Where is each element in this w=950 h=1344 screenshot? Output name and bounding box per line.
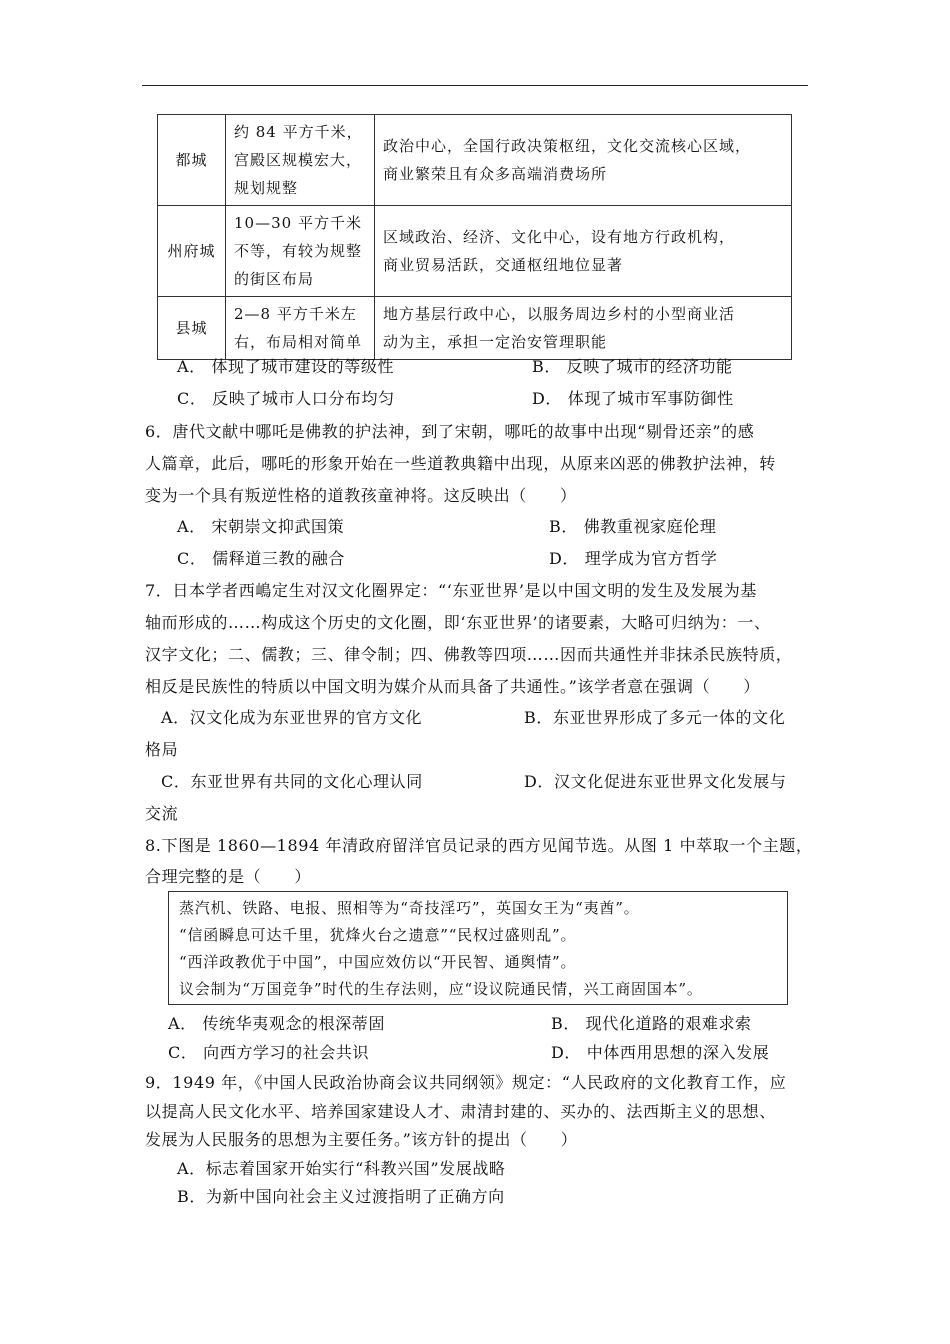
q7-option-b-continued: 格局 — [145, 740, 179, 759]
city-type-cell: 州府城 — [158, 206, 226, 297]
q6-stem-line: 变为一个具有叛逆性格的道教孩童神将。这反映出（ ） — [145, 486, 577, 505]
q8-option-d[interactable]: D． 中体西用思想的深入发展 — [551, 1043, 770, 1062]
q7-option-d-continued: 交流 — [145, 804, 179, 823]
q7-stem-line: 7．日本学者西嶋定生对汉文化圈界定：“‘东亚世界’是以中国文明的发生及发展为基 — [145, 581, 757, 600]
q6-stem-line: 6．唐代文献中哪吒是佛教的护法神，到了宋朝，哪吒的故事中出现“剔骨还亲”的感 — [145, 422, 755, 441]
table-row — [158, 297, 792, 360]
q5-option-b[interactable]: B． 反映了城市的经济功能 — [532, 357, 733, 376]
q8-option-b[interactable]: B． 现代化道路的艰难求索 — [551, 1014, 752, 1033]
city-size-cell: 约 84 平方千米， 宫殿区规模宏大， 规划规整 — [226, 115, 375, 206]
table-row — [158, 115, 792, 206]
header-rule — [142, 85, 808, 86]
q9-stem-line: 9．1949 年，《中国人民政治协商会议共同纲领》规定：“人民政府的文化教育工作，应 — [145, 1073, 787, 1092]
city-table — [157, 114, 792, 360]
q9-stem-line: 以提高人民文化水平、培养国家建设人才、肃清封建的、买办的、法西斯主义的思想、 — [145, 1102, 776, 1121]
city-size-cell: 2—8 平方千米左 右，布局相对简单 — [226, 297, 375, 360]
q8-option-a[interactable]: A． 传统华夷观念的根深蒂固 — [168, 1014, 386, 1033]
city-size-cell: 10—30 平方千米 不等，有较为规整 的街区布局 — [226, 206, 375, 297]
q5-option-d[interactable]: D． 体现了城市军事防御性 — [532, 389, 734, 408]
q6-option-a[interactable]: A． 宋朝崇文抑武国策 — [177, 517, 345, 536]
city-type-cell: 县城 — [158, 297, 226, 360]
q5-option-c[interactable]: C． 反映了城市人口分布均匀 — [177, 389, 395, 408]
q7-option-d[interactable]: D．汉文化促进东亚世界文化发展与 — [524, 772, 787, 791]
q9-option-a[interactable]: A．标志着国家开始实行“科教兴国”发展战略 — [177, 1159, 506, 1178]
q6-stem-line: 人篇章，此后，哪吒的形象开始在一些道教典籍中出现，从原来凶恶的佛教护法神，转 — [145, 454, 776, 473]
q6-option-d[interactable]: D． 理学成为官方哲学 — [549, 549, 718, 568]
q7-stem-line: 相反是民族性的特质以中国文明为媒介从而具备了共通性。”该学者意在强调（ ） — [145, 677, 760, 696]
q6-option-b[interactable]: B． 佛教重视家庭伦理 — [549, 517, 717, 536]
q5-option-a[interactable]: A． 体现了城市建设的等级性 — [177, 357, 395, 376]
q8-quote-line: “西洋政教优于中国”，中国应效仿以“开民智、通舆情”。 — [179, 953, 577, 971]
q7-stem-line: 汉字文化；二、儒教；三、律令制；四、佛教等四项……因而共通性并非抹杀民族特质， — [145, 645, 793, 664]
city-type-cell: 都城 — [158, 115, 226, 206]
q6-option-c[interactable]: C． 儒释道三教的融合 — [177, 549, 345, 568]
q7-stem-line: 轴而形成的……构成这个历史的文化圈，即‘东亚世界’的诸要素，大略可归纳为：一、 — [145, 613, 771, 632]
table-row — [158, 206, 792, 297]
q8-stem-line: 8.下图是 1860—1894 年清政府留洋官员记录的西方见闻节选。从图 1 中萃取一个主题， — [145, 836, 813, 855]
q8-quote-box — [168, 891, 788, 1005]
q8-quote-line: 蒸汽机、铁路、电报、照相等为“奇技淫巧”，英国女王为“夷酋”。 — [179, 899, 640, 917]
q7-option-b[interactable]: B．东亚世界形成了多元一体的文化 — [524, 708, 786, 727]
q8-quote-line: “信函瞬息可达千里，犹烽火台之遗意”“民权过盛则乱”。 — [179, 926, 577, 944]
city-function-cell: 地方基层行政中心，以服务周边乡村的小型商业活 动为主，承担一定治安管理职能 — [375, 297, 792, 360]
q9-option-b[interactable]: B．为新中国向社会主义过渡指明了正确方向 — [177, 1187, 505, 1206]
q9-stem-line: 发展为人民服务的思想为主要任务。”该方针的提出（ ） — [145, 1130, 578, 1149]
q8-option-c[interactable]: C． 向西方学习的社会共识 — [168, 1043, 370, 1062]
q7-option-c[interactable]: C．东亚世界有共同的文化心理认同 — [161, 772, 423, 791]
q7-option-a[interactable]: A．汉文化成为东亚世界的官方文化 — [161, 708, 423, 727]
q8-quote-line: 议会制为“万国竞争”时代的生存法则，应“设议院通民情，兴工商固国本”。 — [179, 980, 703, 998]
city-function-cell: 区域政治、经济、文化中心，设有地方行政机构， 商业贸易活跃，交通枢纽地位显著 — [375, 206, 792, 297]
q8-stem-line: 合理完整的是（ ） — [145, 867, 312, 886]
city-function-cell: 政治中心，全国行政决策枢纽，文化交流核心区域， 商业繁荣且有众多高端消费场所 — [375, 115, 792, 206]
